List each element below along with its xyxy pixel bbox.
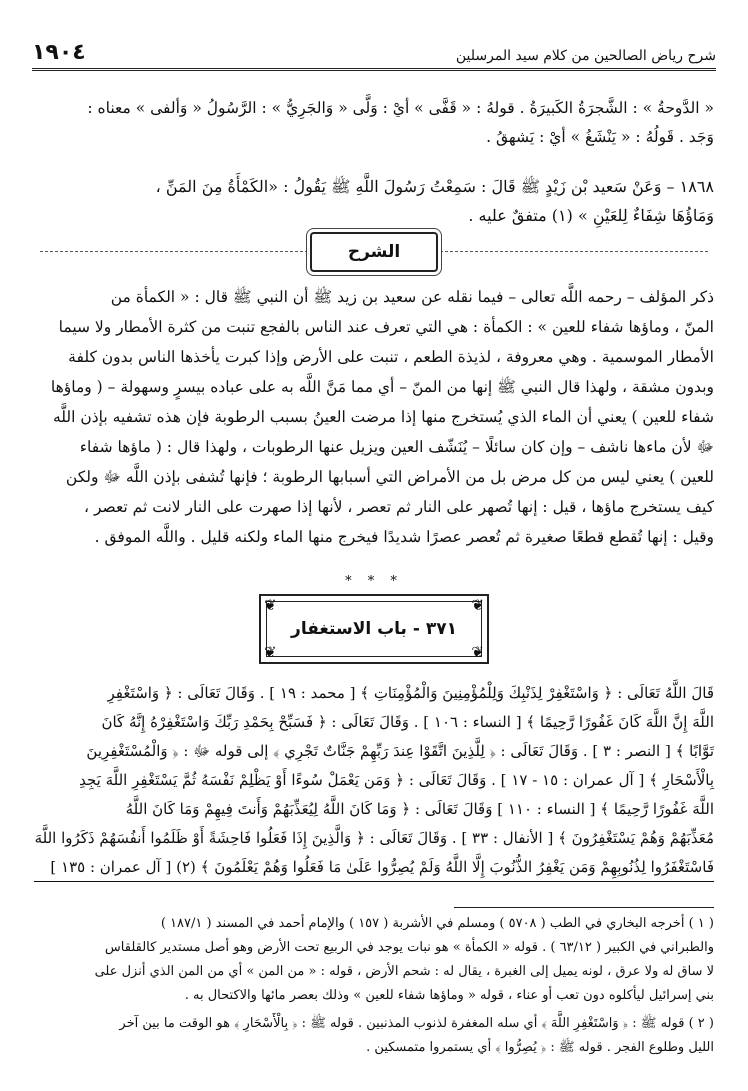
footnote-line: ( ١ ) أخرجه البخاري في الطب ( ٥٧٠٨ ) ومسلم في الأشربة ( ١٥٧ ) والإمام أحمد في المسند ( ١٨٧/١ ) [160, 916, 714, 931]
quran-line: فَاسْتَغْفَرُوا لِذُنُوبِهِمْ وَمَن يَغْفِرُ الذُّنُوبَ إِلَّا اللَّهُ وَلَمْ يُصِرُّوا عَلَىٰ مَا فَعَلُوا وَهُمْ يَعْلَمُونَ ﴾ (٢) [ آل عمران : ١٣٥ ] [34, 855, 714, 882]
commentary-line: وقيل : إنها تُقطع قطعًا صغيرة ثم تُعصر عصرًا شديدًا فيخرج منها الماء ولكنه قليل . واللَّه الموفق . [94, 528, 714, 546]
footnote-line: ( ٢ ) قوله ﷺ : ﴿ وَاسْتَغْفِرِ اللَّهَ ﴾ أي سله المغفرة لذنوب المذنبين . قوله ﷺ : ﴿ بِالْأَسْحَارِ ﴾ هو الوقت ما بين آخر [119, 1016, 714, 1031]
intro-line-1: « الدَّوحةُ » : الشَّجرَةُ الكَبيرَةُ . قولهُ : « قَفَّى » أيْ : وَلَّى « وَالجَرِيُّ » : الرَّسُولُ « وَألفى » معناه : [87, 99, 714, 117]
quran-line: تَوَّابًا ﴾ [ النصر : ٣ ] . وَقَالَ تَعَالَى : ﴿ لِلَّذِينَ اتَّقَوْا عِندَ رَبِّهِمْ جَنَّاتٌ تَجْرِي ﴾ إلى قوله ﷻ : ﴿ وَالْمُسْتَغْفِرِينَ [86, 742, 714, 760]
ornament-icon: ❦ [264, 596, 277, 614]
page-number: ١٩٠٤ [32, 40, 86, 65]
hadith-line-1: ١٨٦٨ – وَعَنْ سَعيد بْن زَيْدٍ ﷺ قَالَ : سَمِعْتُ رَسُولَ اللَّهِ ﷺ يَقُولُ : «الكَمْأَةُ مِنَ المَنِّ ، [155, 177, 714, 196]
ornament-icon: ❦ [471, 596, 484, 614]
footnote-line: بني إسرائيل ليأكلوه دون تعب أو عناء ، قوله « وماؤها شفاء للعين » وذلك بعصر مائها والاكتحال به . [184, 988, 714, 1003]
book-title: شرح رياض الصالحين من كلام سيد المرسلين [455, 48, 716, 64]
commentary-line: الأمطار الموسمية . وهي معروفة ، لذيذة الطعم ، تنبت على الأرض وإذا كبرت يأخذها الناس بدون كلفة [68, 348, 714, 366]
ornament-icon: ❦ [264, 643, 277, 661]
commentary-line: وبدون مشقة ، ولهذا قال النبي ﷺ إنها من المنّ – أي مما مَنَّ اللَّه به على عباده بيسرٍ وسهولة – ( وماؤها [50, 378, 714, 396]
hadith-line-2: وَمَاؤُهَا شِفَاءٌ لِلعَيْنِ » (١) متفقٌ عليه . [468, 206, 714, 225]
commentary-line: للعين ) يعني ليس من كل مرض بل من الأمراض التي أسبابها الرطوبة ؛ فإنها تُشفى بإذن اللَّه ﷻ ولكن [65, 468, 714, 486]
commentary-line: ﷻ لأن ماءها ناشف – وإن كان سائلًا – يُنَشّف العين ويزيل عنها الرطوبات ، ولهذا قال : ( ماؤها شفاء [79, 438, 714, 456]
chapter-title: ٣٧١ - باب الاستغفار [291, 619, 457, 639]
chapter-frame [259, 594, 489, 664]
commentary-line: ذكر المؤلف – رحمه اللَّه تعالى – فيما نقله عن سعيد بن زيد ﷺ أن النبي ﷺ قال : « الكمأة من [110, 288, 714, 306]
section-heading-box [310, 232, 438, 272]
section-divider [40, 232, 708, 272]
commentary-line: شفاء للعين ) يعني أن الماء الذي يُستخرج منها إذا مرضت العينُ بسبب الرطوبة فإن هذه تشفيه بإذن اللَّه [52, 408, 714, 426]
separator-stars: * * * [345, 574, 403, 589]
chapter-inner-frame [266, 601, 482, 657]
quran-line: اللَّهَ إِنَّ اللَّهَ كَانَ غَفُورًا رَّحِيمًا ﴾ [ النساء : ١٠٦ ] . وَقَالَ تَعَالَى : ﴿ فَسَبِّحْ بِحَمْدِ رَبِّكَ وَاسْتَغْفِرْهُ إِنَّهُ كَانَ [101, 713, 714, 731]
commentary-line: المنّ ، وماؤها شفاء للعين » : الكمأة : هي التي تعرف عند الناس بالفجع تنبت من كثرة الأمطار ولا سيما [58, 318, 714, 336]
ornament-icon: ❦ [471, 643, 484, 661]
intro-line-2: وَجَد . قَولُهُ : « يَنْشَغُ » أيْ : يَشهقُ . [486, 128, 714, 146]
commentary-line: كيف يستخرج ماؤها ، قيل : إنها تُصهر على النار ثم تعصر ، لأنها إذا صهرت على النار لانت ثم تعصر ، [84, 498, 714, 516]
footnote-rule [454, 907, 714, 908]
quran-line: اللَّهَ غَفُورًا رَّحِيمًا ﴾ [ النساء : ١١٠ ] وَقَالَ تَعَالَى : ﴿ وَمَا كَانَ اللَّهُ لِيُعَذِّبَهُمْ وَأَنتَ فِيهِمْ وَمَا كَانَ اللَّهُ [125, 800, 714, 818]
footnote-line: الليل وطلوع الفجر . قوله ﷺ : ﴿ يُصِرُّوا ﴾ أي يستمروا متمسكين . [366, 1040, 714, 1055]
footnote-line: لا ساق له ولا عرق ، لونه يميل إلى الغبرة ، يقال له : شحم الأرض ، قوله : « من المن » أي من المن الذي أنزل على [94, 964, 714, 979]
footnote-line: والطبراني في الكبير ( ٦٣/١٢ ) . قوله « الكمأة » هو نبات يوجد في الربيع تحت الأرض وهو أصل مستدير كالقلقاس [104, 940, 714, 955]
quran-line: مُعَذِّبَهُمْ وَهُمْ يَسْتَغْفِرُونَ ﴾ [ الأنفال : ٣٣ ] . وَقَالَ تَعَالَى : ﴿ وَالَّذِينَ إِذَا فَعَلُوا فَاحِشَةً أَوْ ظَلَمُوا أَنفُسَهُمْ ذَكَرُوا اللَّهَ [34, 829, 714, 847]
page-header [32, 38, 716, 71]
quran-line: قَالَ اللَّهُ تَعَالَى : ﴿ وَاسْتَغْفِرْ لِذَنْبِكَ وَلِلْمُؤْمِنِينَ وَالْمُؤْمِنَاتِ ﴾ [ محمد : ١٩ ] . وَقَالَ تَعَالَى : ﴿ وَاسْتَغْفِرِ [107, 684, 714, 702]
quran-line: بِالْأَسْحَارِ ﴾ [ آل عمران : ١٥ - ١٧ ] . وَقَالَ تَعَالَى : ﴿ وَمَن يَعْمَلْ سُوءًا أَوْ يَظْلِمْ نَفْسَهُ ثُمَّ يَسْتَغْفِرِ اللَّهَ يَجِدِ [79, 771, 714, 789]
section-heading: الشرح [347, 242, 401, 262]
